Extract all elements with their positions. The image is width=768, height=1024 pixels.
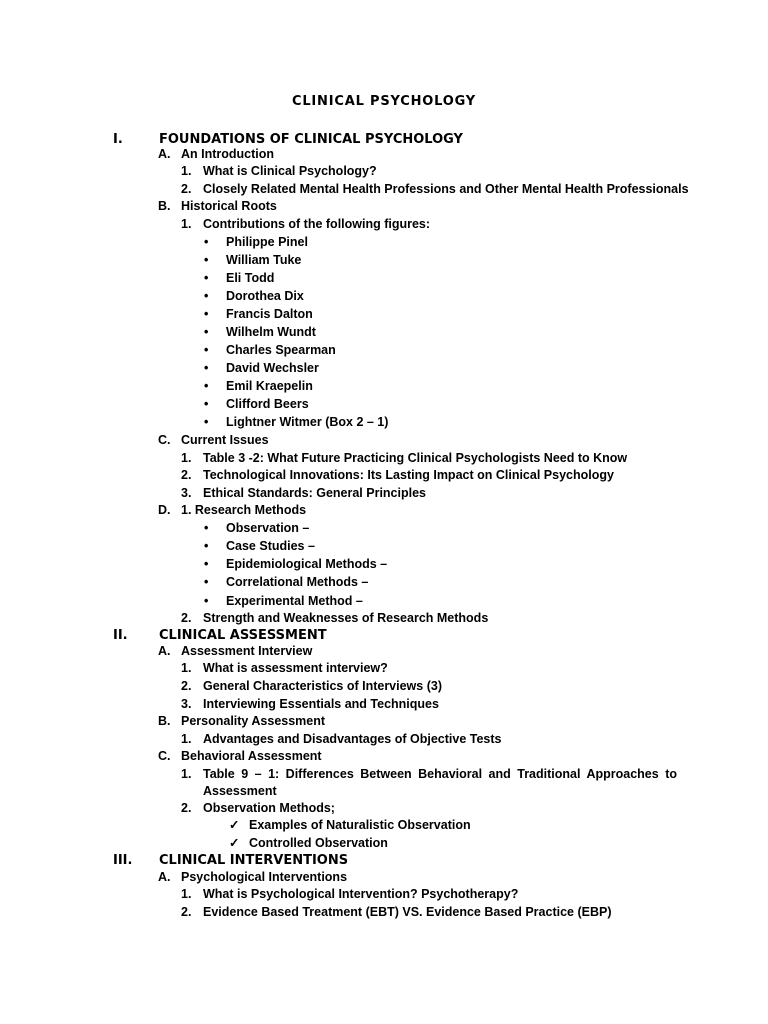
outline-item: Historical Roots xyxy=(181,199,277,213)
section-numeral: III. xyxy=(113,853,133,868)
outline-marker: 1. xyxy=(181,451,192,465)
outline-item: Advantages and Disadvantages of Objective Tests xyxy=(203,732,502,746)
bullet-icon: • xyxy=(204,253,209,267)
outline-marker: 1. xyxy=(181,887,192,901)
section-numeral: II. xyxy=(113,628,128,643)
bullet-icon: • xyxy=(204,325,209,339)
outline-item: Experimental Method – xyxy=(226,594,363,608)
outline-marker: 2. xyxy=(181,679,192,693)
outline-marker: C. xyxy=(158,433,171,447)
outline-item: An Introduction xyxy=(181,147,275,161)
outline-item: Psychological Interventions xyxy=(181,870,348,884)
bullet-icon: • xyxy=(204,557,209,571)
outline-item: Strength and Weaknesses of Research Methods xyxy=(203,611,489,625)
outline-item: Eli Todd xyxy=(226,271,275,285)
outline-item: Charles Spearman xyxy=(226,343,336,357)
outline-item: Correlational Methods – xyxy=(226,575,369,589)
bullet-icon: • xyxy=(204,307,209,321)
bullet-icon: • xyxy=(204,271,209,285)
bullet-icon: • xyxy=(204,415,209,429)
outline-item: Evidence Based Treatment (EBT) VS. Evidence Based Practice (EBP) xyxy=(203,905,612,919)
outline-item: Interviewing Essentials and Techniques xyxy=(203,697,439,711)
bullet-icon: • xyxy=(204,361,209,375)
outline-item: David Wechsler xyxy=(226,361,319,375)
checkmark-icon: ✓ xyxy=(229,836,240,850)
bullet-icon: • xyxy=(204,235,209,249)
outline-item: Examples of Naturalistic Observation xyxy=(249,818,471,832)
outline-item: Table 9 – 1: Differences Between Behavioral and Traditional Approaches to xyxy=(203,767,677,781)
bullet-icon: • xyxy=(204,575,209,589)
outline-item: Assessment Interview xyxy=(181,644,313,658)
bullet-icon: • xyxy=(204,343,209,357)
outline-item: Ethical Standards: General Principles xyxy=(203,486,426,500)
section-numeral: I. xyxy=(113,132,123,147)
checkmark-icon: ✓ xyxy=(229,818,240,832)
outline-item: Table 3 -2: What Future Practicing Clinical Psychologists Need to Know xyxy=(203,451,628,465)
outline-item: Case Studies – xyxy=(226,539,315,553)
outline-marker: A. xyxy=(158,644,171,658)
section-title: CLINICAL INTERVENTIONS xyxy=(159,853,349,868)
outline-item: Closely Related Mental Health Professions and Other Mental Health Professionals xyxy=(203,182,689,196)
section-title: CLINICAL ASSESSMENT xyxy=(159,628,327,643)
outline-item: Lightner Witmer (Box 2 – 1) xyxy=(226,415,389,429)
outline-item: Wilhelm Wundt xyxy=(226,325,316,339)
outline-item: Dorothea Dix xyxy=(226,289,304,303)
outline-item: Observation Methods; xyxy=(203,801,335,815)
outline-item: Behavioral Assessment xyxy=(181,749,322,763)
outline-item: Personality Assessment xyxy=(181,714,326,728)
outline-item: What is Clinical Psychology? xyxy=(203,164,377,178)
outline-item: Epidemiological Methods – xyxy=(226,557,388,571)
outline-item-continuation: Assessment xyxy=(203,784,277,798)
outline-item: Francis Dalton xyxy=(226,307,313,321)
outline-item: Current Issues xyxy=(181,433,269,447)
outline-item: Contributions of the following figures: xyxy=(203,217,431,231)
outline-item: Technological Innovations: Its Lasting Impact on Clinical Psychology xyxy=(203,468,614,482)
bullet-icon: • xyxy=(204,594,209,608)
outline-marker: 3. xyxy=(181,697,192,711)
outline-marker: 2. xyxy=(181,801,192,815)
bullet-icon: • xyxy=(204,539,209,553)
bullet-icon: • xyxy=(204,289,209,303)
outline-marker: 1. xyxy=(181,217,192,231)
outline-marker: 1. xyxy=(181,164,192,178)
outline-marker: C. xyxy=(158,749,171,763)
outline-marker: 3. xyxy=(181,486,192,500)
bullet-icon: • xyxy=(204,379,209,393)
outline-marker: 1. xyxy=(181,732,192,746)
outline-item: 1. Research Methods xyxy=(181,503,307,517)
outline-marker: 2. xyxy=(181,611,192,625)
outline-marker: 2. xyxy=(181,182,192,196)
outline-item: Philippe Pinel xyxy=(226,235,308,249)
outline-marker: 2. xyxy=(181,468,192,482)
outline-marker: A. xyxy=(158,147,171,161)
outline-item: Observation – xyxy=(226,521,310,535)
bullet-icon: • xyxy=(204,521,209,535)
outline-item: What is Psychological Intervention? Psychotherapy? xyxy=(203,887,519,901)
outline-item: What is assessment interview? xyxy=(203,661,388,675)
outline-marker: A. xyxy=(158,870,171,884)
outline-item: William Tuke xyxy=(226,253,302,267)
outline-marker: B. xyxy=(158,714,171,728)
outline-marker: B. xyxy=(158,199,171,213)
outline-marker: D. xyxy=(158,503,171,517)
section-title: FOUNDATIONS OF CLINICAL PSYCHOLOGY xyxy=(159,132,463,147)
document-title: CLINICAL PSYCHOLOGY xyxy=(292,94,476,109)
outline-marker: 1. xyxy=(181,661,192,675)
outline-marker: 1. xyxy=(181,767,192,781)
outline-item: Clifford Beers xyxy=(226,397,309,411)
outline-item: Controlled Observation xyxy=(249,836,388,850)
outline-item: General Characteristics of Interviews (3) xyxy=(203,679,442,693)
outline-item: Emil Kraepelin xyxy=(226,379,313,393)
outline-marker: 2. xyxy=(181,905,192,919)
bullet-icon: • xyxy=(204,397,209,411)
